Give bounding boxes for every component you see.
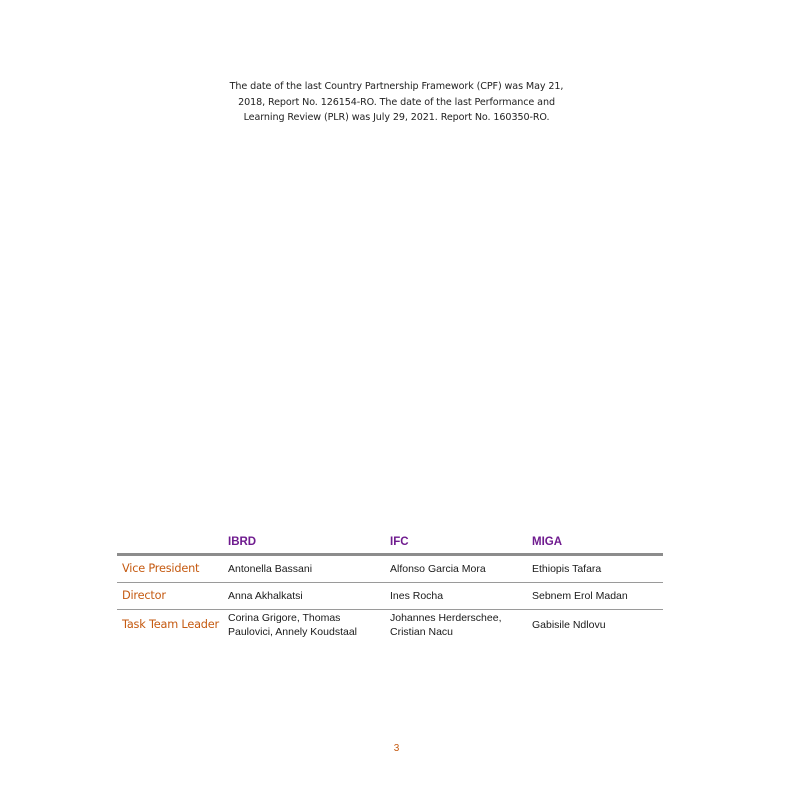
name-line: Antonella Bassani [228, 563, 313, 575]
name-line: Ines Rocha [390, 590, 444, 602]
miga-director: Sebnem Erol Madan [532, 583, 663, 610]
table-row [117, 583, 663, 610]
management-team-table [117, 530, 663, 639]
ibrd-task-team-leader [227, 610, 390, 640]
role-director: Director [117, 583, 227, 610]
miga-task-team-leader: Gabisile Ndlovu [532, 618, 606, 631]
role-task-team-leader: Task Team Leader [122, 617, 219, 631]
name-line: Johannes Herderschee, [390, 611, 502, 624]
ibrd-vice-president [227, 555, 390, 583]
cpf-note-line-3: Learning Review (PLR) was July 29, 2021. Report No. 160350-RO. [243, 112, 550, 123]
name-line: Alfonso Garcia Mora [390, 563, 486, 575]
header-ibrd: IBRD [227, 530, 390, 555]
name-line: Paulovici, Annely Koudstaal [228, 625, 357, 638]
cpf-note-line-2: 2018, Report No. 126154-RO. The date of the last Performance and [238, 96, 555, 108]
name-line: Cristian Nacu [390, 625, 454, 638]
ifc-director [390, 583, 532, 610]
ifc-task-team-leader [390, 610, 532, 640]
table-row [117, 610, 663, 640]
ibrd-director [227, 583, 390, 610]
page-number: 3 [393, 743, 400, 754]
name-line: Anna Akhalkatsi [228, 590, 303, 602]
name-line: Corina Grigore, Thomas [228, 611, 341, 624]
table-row [117, 555, 663, 583]
miga-vice-president: Ethiopis Tafara [532, 555, 663, 583]
role-vice-president: Vice President [117, 555, 227, 583]
cpf-note-line-1: The date of the last Country Partnership Framework (CPF) was May 21, [229, 81, 564, 92]
header-miga: MIGA [532, 530, 663, 555]
header-empty [117, 530, 227, 555]
cpf-date-note [220, 79, 573, 126]
table-header-row [117, 530, 663, 555]
header-ifc: IFC [390, 530, 532, 555]
ifc-vice-president [390, 555, 532, 583]
